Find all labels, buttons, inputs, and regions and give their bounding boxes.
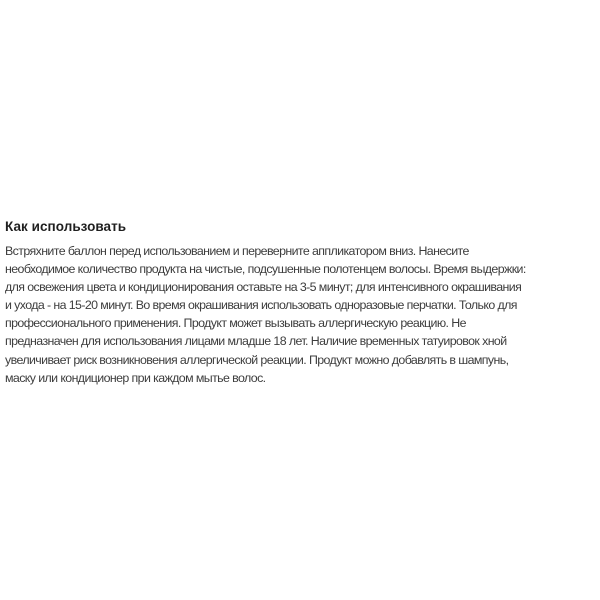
instruction-line: увеличивает риск возникновения аллергической реакции. Продукт можно добавлять в шампунь, (5, 352, 509, 367)
usage-instructions (5, 242, 599, 387)
section-title: Как использовать (5, 219, 127, 234)
instruction-line: маску или кондиционер при каждом мытье волос. (5, 370, 266, 385)
instruction-line: предназначен для использования лицами младше 18 лет. Наличие временных татуировок хной (5, 334, 507, 349)
instruction-line: и ухода - на 15-20 минут. Во время окрашивания использовать одноразовые перчатки. Только для (5, 298, 517, 313)
instruction-line: для освежения цвета и кондиционирования оставьте на 3-5 минут; для интенсивного окрашивания (5, 280, 522, 295)
instruction-line: необходимое количество продукта на чистые, подсушенные полотенцем волосы. Время выдержки: (5, 262, 526, 277)
instruction-line: профессионального применения. Продукт может вызывать аллергическую реакцию. Не (5, 316, 466, 331)
how-to-use-section (5, 219, 599, 387)
instruction-line: Встряхните баллон перед использованием и переверните аппликатором вниз. Нанесите (5, 244, 469, 258)
